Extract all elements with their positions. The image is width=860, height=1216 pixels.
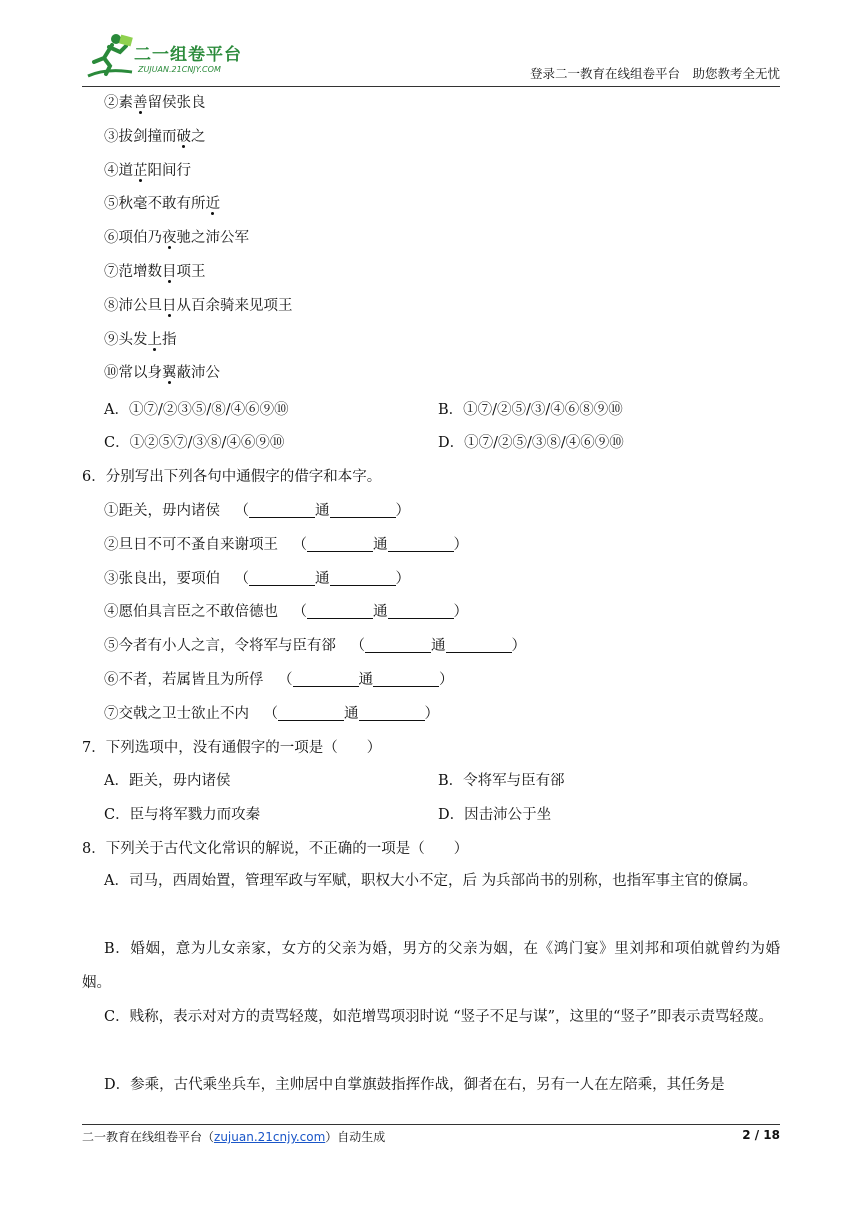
runner-logo-icon: [82, 32, 136, 80]
page-header: [82, 32, 780, 86]
q6-item: ③张良出，要项伯 （ 通 ）: [104, 571, 410, 587]
q5-item: ④道芷阳间行: [104, 163, 191, 179]
q8-option-b[interactable]: B．婚姻，意为儿女亲家，女方的父亲为婚，男方的父亲为姻，在《鸿门宴》里刘邦和项伯就曾约为婚姻。: [82, 941, 780, 991]
header-tagline: 登录二一教育在线组卷平台 助您教考全无忧: [529, 66, 780, 81]
header-divider: [82, 86, 780, 87]
q5-item: ③拔剑撞而破之: [104, 129, 206, 145]
q8-stem: 8．下列关于古代文化常识的解说，不正确的一项是（ ）: [82, 841, 469, 857]
q6-item: ⑥不者，若属皆且为所俘 （ 通 ）: [104, 672, 454, 688]
answer-blank[interactable]: [307, 603, 373, 619]
answer-blank[interactable]: [330, 502, 396, 518]
q5-option-a[interactable]: A．①⑦/②③⑤/⑧/④⑥⑨⑩: [104, 402, 289, 418]
q5-item: ⑩常以身翼蔽沛公: [104, 365, 220, 381]
footer-link[interactable]: zujuan.21cnjy.com: [214, 1130, 326, 1144]
q6-stem: 6．分别写出下列各句中通假字的借字和本字。: [82, 469, 382, 485]
q6-item: ②旦日不可不蚤自来谢项王 （ 通 ）: [104, 537, 468, 553]
q5-option-d[interactable]: D．①⑦/②⑤/③⑧/④⑥⑨⑩: [438, 435, 624, 451]
footer-source: 二一教育在线组卷平台（zujuan.21cnjy.com）自动生成: [82, 1130, 386, 1144]
q5-item: ⑥项伯乃夜驰之沛公军: [104, 230, 249, 246]
answer-blank[interactable]: [278, 705, 344, 721]
answer-blank[interactable]: [330, 570, 396, 586]
answer-blank[interactable]: [365, 637, 431, 653]
q6-item: ④愿伯具言臣之不敢倍德也 （ 通 ）: [104, 604, 468, 620]
logo-subtitle: ZUJUAN.21CNJY.COM: [138, 65, 221, 74]
answer-blank[interactable]: [388, 603, 454, 619]
answer-blank[interactable]: [359, 705, 425, 721]
answer-blank[interactable]: [373, 671, 439, 687]
answer-blank[interactable]: [388, 536, 454, 552]
q6-item: ⑦交戟之卫士欲止不内 （ 通 ）: [104, 706, 439, 722]
answer-blank[interactable]: [307, 536, 373, 552]
q7-option-c[interactable]: C．臣与将军戮力而攻秦: [104, 807, 261, 823]
q6-item: ①距关，毋内诸侯 （ 通 ）: [104, 503, 410, 519]
q8-option-c[interactable]: C．贱称，表示对对方的责骂轻蔑，如范增骂项羽时说 “竖子不足与谋”，这里的“竖子”即表示责骂轻蔑。: [104, 1009, 773, 1025]
q5-item: ⑧沛公旦日从百余骑来见项王: [104, 298, 293, 314]
q8-option-a[interactable]: A．司马，西周始置，管理军政与军赋，职权大小不定，后 为兵部尚书的别称，也指军事主官的僚属。: [104, 873, 758, 889]
q5-item: ⑨头发上指: [104, 332, 177, 348]
answer-blank[interactable]: [446, 637, 512, 653]
q7-option-d[interactable]: D．因击沛公于坐: [438, 807, 552, 823]
q7-option-b[interactable]: B．令将军与臣有郤: [438, 773, 565, 789]
q5-option-b[interactable]: B．①⑦/②⑤/③/④⑥⑧⑨⑩: [438, 402, 623, 418]
logo-title: 二一组卷平台: [134, 45, 242, 65]
q8-option-d[interactable]: D．参乘，古代乘坐兵车，主帅居中自掌旗鼓指挥作战，御者在右，另有一人在左陪乘，其任务是: [104, 1077, 725, 1093]
q5-item: ②素善留侯张良: [104, 95, 206, 111]
q5-item: ⑤秋毫不敢有所近: [104, 196, 220, 212]
page-number: 2 / 18: [742, 1128, 780, 1142]
answer-blank[interactable]: [293, 671, 359, 687]
q5-option-c[interactable]: C．①②⑤⑦/③⑧/④⑥⑨⑩: [104, 435, 285, 451]
q6-item: ⑤今者有小人之言，令将军与臣有郤 （ 通 ）: [104, 638, 526, 654]
answer-blank[interactable]: [249, 570, 315, 586]
q7-stem: 7．下列选项中，没有通假字的一项是（ ）: [82, 740, 382, 756]
logo: [82, 32, 282, 82]
footer-divider: [82, 1124, 780, 1125]
q5-item: ⑦范增数目项王: [104, 264, 206, 280]
answer-blank[interactable]: [249, 502, 315, 518]
q7-option-a[interactable]: A．距关，毋内诸侯: [104, 773, 231, 789]
